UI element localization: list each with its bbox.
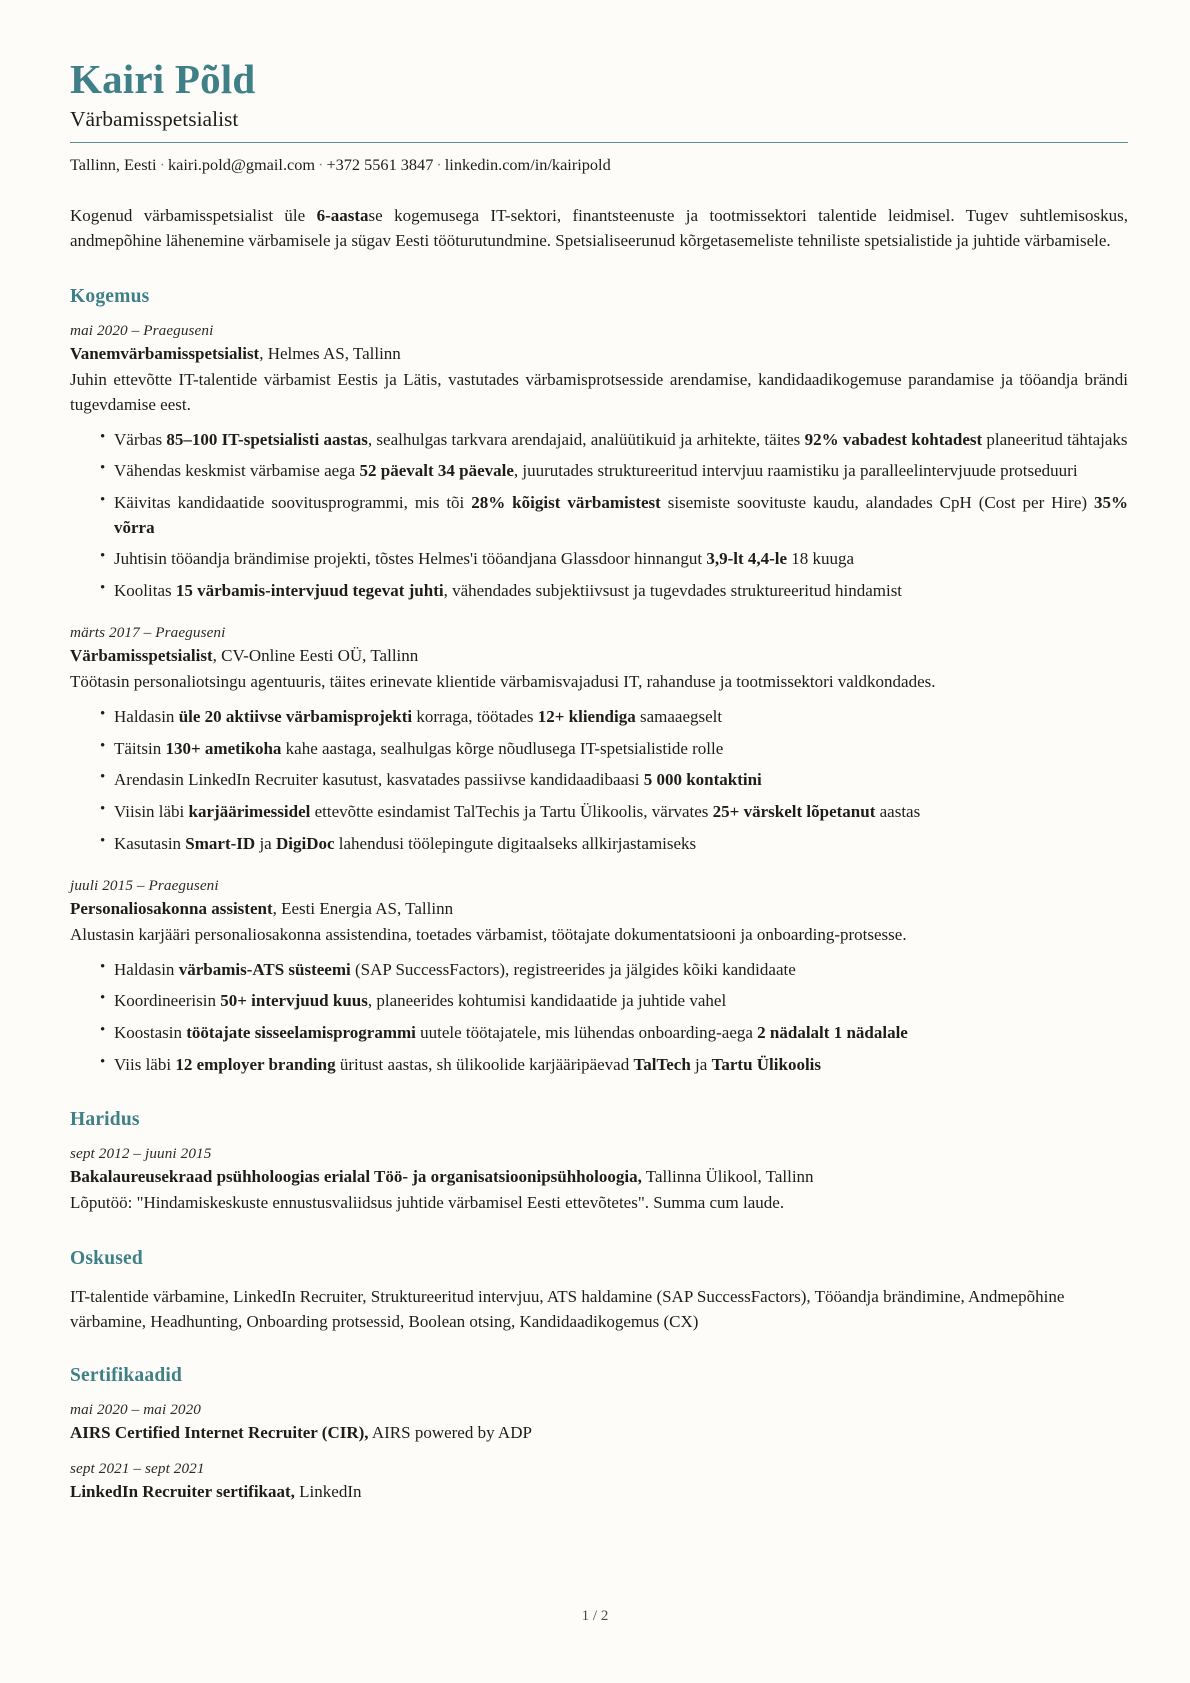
bullet-text: ja: [690, 1054, 712, 1074]
bullet-bold: 12 employer branding: [175, 1054, 336, 1074]
bullet-text: sisemiste soovituste kaudu, alandades CpH (Cost per Hire): [660, 492, 1094, 512]
bullet-text: ettevõtte esindamist TalTechis ja Tartu Ülikoolis, värvates: [310, 801, 713, 821]
section-title-certificates: Sertifikaadid: [70, 1364, 183, 1386]
bullet-text: ja: [255, 833, 276, 853]
contact-linkedin[interactable]: linkedin.com/in/kairipold: [444, 155, 611, 175]
header-divider: [70, 142, 1128, 143]
bullet-bold: 3,9-lt 4,4-le: [706, 549, 788, 569]
certificate-date: mai 2020 – mai 2020: [70, 1400, 201, 1418]
list-item: [100, 1021, 1128, 1046]
bullet-text: aastas: [875, 801, 921, 821]
bullet-text: Juhtisin tööandja brändimise projekti, tõstes Helmes'i tööandjana Glassdoor hinnangut: [114, 549, 707, 569]
certificate-issuer: LinkedIn: [294, 1481, 362, 1501]
skills-list: IT-talentide värbamine, LinkedIn Recruiter, Struktureeritud intervjuu, ATS haldamine (SAP SuccessFactors), Tööandja brändimine, Andmepõhine värbamine, Headhunting, Onboarding protsessid, Boolean otsing, Kandidaadikogemus (CX): [70, 1286, 1065, 1332]
bullet-text: uutele töötajatele, mis lühendas onboarding-aega: [415, 1023, 758, 1043]
contact-phone[interactable]: +372 5561 3847: [326, 155, 434, 175]
bullet-text: planeeritud tähtajaks: [982, 429, 1128, 449]
experience-company: , Eesti Energia AS, Tallinn: [272, 899, 454, 919]
certificate-date: sept 2021 – sept 2021: [70, 1459, 205, 1477]
section-title-skills: Oskused: [70, 1247, 143, 1269]
bullet-text: Vähendas keskmist värbamise aega: [114, 461, 360, 481]
education-degree: Bakalaureusekraad psühholoogias erialal Töö- ja organisatsioonipsühholoogia,: [70, 1167, 642, 1187]
experience-entry: [70, 877, 1128, 1077]
certificate-entry: [70, 1401, 1128, 1445]
bullet-text: korraga, töötades: [412, 707, 538, 727]
list-item: [100, 958, 1128, 983]
experience-position: Personaliosakonna assistent: [70, 899, 273, 919]
bullet-text: Viis läbi: [114, 1054, 176, 1074]
list-item: [100, 428, 1128, 453]
list-item: [100, 768, 1128, 793]
bullet-bold: DigiDoc: [275, 833, 335, 853]
bullet-bold: 5 000 kontaktini: [643, 770, 762, 790]
bullet-text: (SAP SuccessFactors), registreerides ja jälgides kõiki kandidaate: [350, 959, 796, 979]
contact-line: [70, 154, 1128, 176]
experience-bullet-list: [70, 705, 1128, 856]
list-item: [100, 547, 1128, 572]
bullet-text: Arendasin LinkedIn Recruiter kasutust, kasvatades passiivse kandidaadibaasi: [114, 770, 644, 790]
contact-email[interactable]: kairi.pold@gmail.com: [168, 155, 316, 175]
list-item: [100, 579, 1128, 604]
list-item: [100, 989, 1128, 1014]
bullet-text: lahendusi töölepingute digitaalseks allkirjastamiseks: [334, 833, 697, 853]
candidate-headline: Värbamisspetsialist: [70, 106, 239, 131]
bullet-text: , juurutades struktureeritud intervjuu raamistiku ja paralleelintervjuude protseduuri: [513, 461, 1078, 481]
experience-role: [70, 898, 1128, 921]
experience-description: Juhin ettevõtte IT-talentide värbamist Eestis ja Lätis, vastutades värbamisprotsesside arendamise, kandidaadikogemuse parandamise ja tööandja brändi tugevdamise eest.: [70, 370, 1128, 414]
experience-description: Alustasin karjääri personaliosakonna assistendina, toetades värbamist, töötajate dokumentatsiooni ja onboarding-protsesse.: [70, 925, 907, 945]
bullet-bold: 15 värbamis-intervjuud tegevat juhti: [175, 580, 444, 600]
bullet-text: üritust aastas, sh ülikoolide karjääripäevad: [335, 1054, 634, 1074]
list-item: [100, 1053, 1128, 1078]
education-date: sept 2012 – juuni 2015: [70, 1145, 212, 1163]
bullet-bold: 12+ kliendiga: [537, 707, 636, 727]
bullet-text: Viisin läbi: [114, 801, 189, 821]
section-title-education: Haridus: [70, 1109, 140, 1131]
bullet-text: , planeerides kohtumisi kandidaatide ja juhtide vahel: [367, 991, 727, 1011]
education-description: Lõputöö: "Hindamiskeskuste ennustusvaliidsus juhtide värbamisel Eesti ettevõtetes". Summa cum laude.: [70, 1193, 785, 1213]
bullet-bold: 28% kõigist värbamistest: [471, 492, 661, 512]
summary-text-2: se kogemusega IT-sektori, finantsteenuste ja tootmissektori talentide leidmisel. Tugev suhtlemisoskus, andmepõhine lähenemine värbamisele ja sügav Eesti tööturutundmine. Spetsialiseerunud kõrgetasemeliste tehniliste spetsialistide ja juhtide värbamisele.: [70, 206, 1128, 251]
list-item: [100, 459, 1128, 484]
certificate-line: [70, 1422, 1128, 1445]
bullet-text: Haldasin: [114, 959, 179, 979]
summary-text-1: Kogenud värbamisspetsialist üle: [70, 206, 317, 226]
experience-position: Värbamisspetsialist: [70, 646, 213, 666]
experience-company: , Helmes AS, Tallinn: [259, 344, 401, 364]
experience-date: juuli 2015 – Praeguseni: [70, 877, 219, 895]
list-item: [100, 705, 1128, 730]
bullet-text: Haldasin: [114, 707, 179, 727]
experience-bullet-list: [70, 958, 1128, 1078]
bullet-bold: töötajate sisseelamisprogrammi: [186, 1023, 416, 1043]
bullet-text: Kasutasin: [114, 833, 186, 853]
experience-entry: [70, 322, 1128, 603]
certificate-name: AIRS Certified Internet Recruiter (CIR),: [70, 1422, 369, 1442]
education-entry: [70, 1145, 1128, 1216]
bullet-text: , vähendades subjektiivsust ja tugevdades struktureeritud hindamist: [443, 580, 903, 600]
bullet-bold: 50+ intervjuud kuus: [220, 991, 368, 1011]
bullet-bold: 92% vabadest kohtadest: [804, 429, 983, 449]
bullet-text: Värbas: [114, 429, 167, 449]
list-item: [100, 800, 1128, 825]
certificate-entry: [70, 1460, 1128, 1504]
experience-position: Vanemvärbamisspetsialist: [70, 344, 260, 364]
bullet-text: Koordineerisin: [114, 991, 221, 1011]
experience-role: [70, 343, 1128, 366]
bullet-bold: üle 20 aktiivse värbamisprojekti: [178, 707, 413, 727]
bullet-text: 18 kuuga: [787, 549, 855, 569]
candidate-name: Kairi Põld: [70, 56, 256, 102]
education-degree-line: [70, 1166, 1128, 1189]
experience-company: , CV-Online Eesti OÜ, Tallinn: [212, 646, 419, 666]
experience-bullet-list: [70, 428, 1128, 604]
list-item: [100, 832, 1128, 857]
summary-paragraph: [70, 204, 1128, 254]
bullet-text: Täitsin: [114, 738, 166, 758]
bullet-text: Koostasin: [114, 1023, 187, 1043]
bullet-text: Koolitas: [114, 580, 176, 600]
bullet-bold: 25+ värskelt lõpetanut: [712, 801, 876, 821]
bullet-bold: värbamis-ATS süsteemi: [178, 959, 351, 979]
education-institution: Tallinna Ülikool, Tallinn: [641, 1167, 814, 1187]
list-item: [100, 737, 1128, 762]
experience-role: [70, 645, 1128, 668]
bullet-bold: 2 nädalalt 1 nädalale: [757, 1023, 908, 1043]
bullet-bold: 52 päevalt 34 päevale: [359, 461, 514, 481]
bullet-bold: 130+ ametikoha: [165, 738, 282, 758]
certificate-name: LinkedIn Recruiter sertifikaat,: [70, 1481, 295, 1501]
bullet-text: , sealhulgas tarkvara arendajaid, analüütikuid ja arhitekte, täites: [367, 429, 805, 449]
bullet-bold: 35% võrra: [114, 492, 1128, 537]
experience-entry: [70, 624, 1128, 856]
contact-separator: ·: [318, 155, 324, 175]
bullet-bold: TalTech: [633, 1054, 691, 1074]
experience-date: mai 2020 – Praeguseni: [70, 322, 214, 340]
contact-location: Tallinn, Eesti: [70, 155, 157, 175]
list-item: [100, 491, 1128, 540]
experience-date: märts 2017 – Praeguseni: [70, 624, 226, 642]
bullet-text: samaaegselt: [635, 707, 723, 727]
bullet-bold: 85–100 IT-spetsialisti aastas: [166, 429, 368, 449]
contact-separator: ·: [436, 155, 442, 175]
summary-bold-1: 6-aasta: [316, 206, 369, 226]
bullet-bold: karjäärimessidel: [188, 801, 311, 821]
page-footer: 1 / 2: [581, 1608, 609, 1624]
bullet-bold: Smart-ID: [185, 833, 256, 853]
section-title-experience: Kogemus: [70, 286, 150, 308]
bullet-text: Käivitas kandidaatide soovitusprogrammi, mis tõi: [114, 492, 472, 512]
bullet-bold: Tartu Ülikoolis: [711, 1054, 822, 1074]
certificate-issuer: AIRS powered by ADP: [368, 1422, 532, 1442]
certificate-line: [70, 1481, 1128, 1504]
experience-description: Töötasin personaliotsingu agentuuris, täites erinevate klientide värbamisvajadusi IT, rahanduse ja tootmissektori valdkondades.: [70, 672, 936, 692]
bullet-text: kahe aastaga, sealhulgas kõrge nõudlusega IT-spetsialistide rolle: [281, 738, 724, 758]
contact-separator: ·: [159, 155, 166, 175]
